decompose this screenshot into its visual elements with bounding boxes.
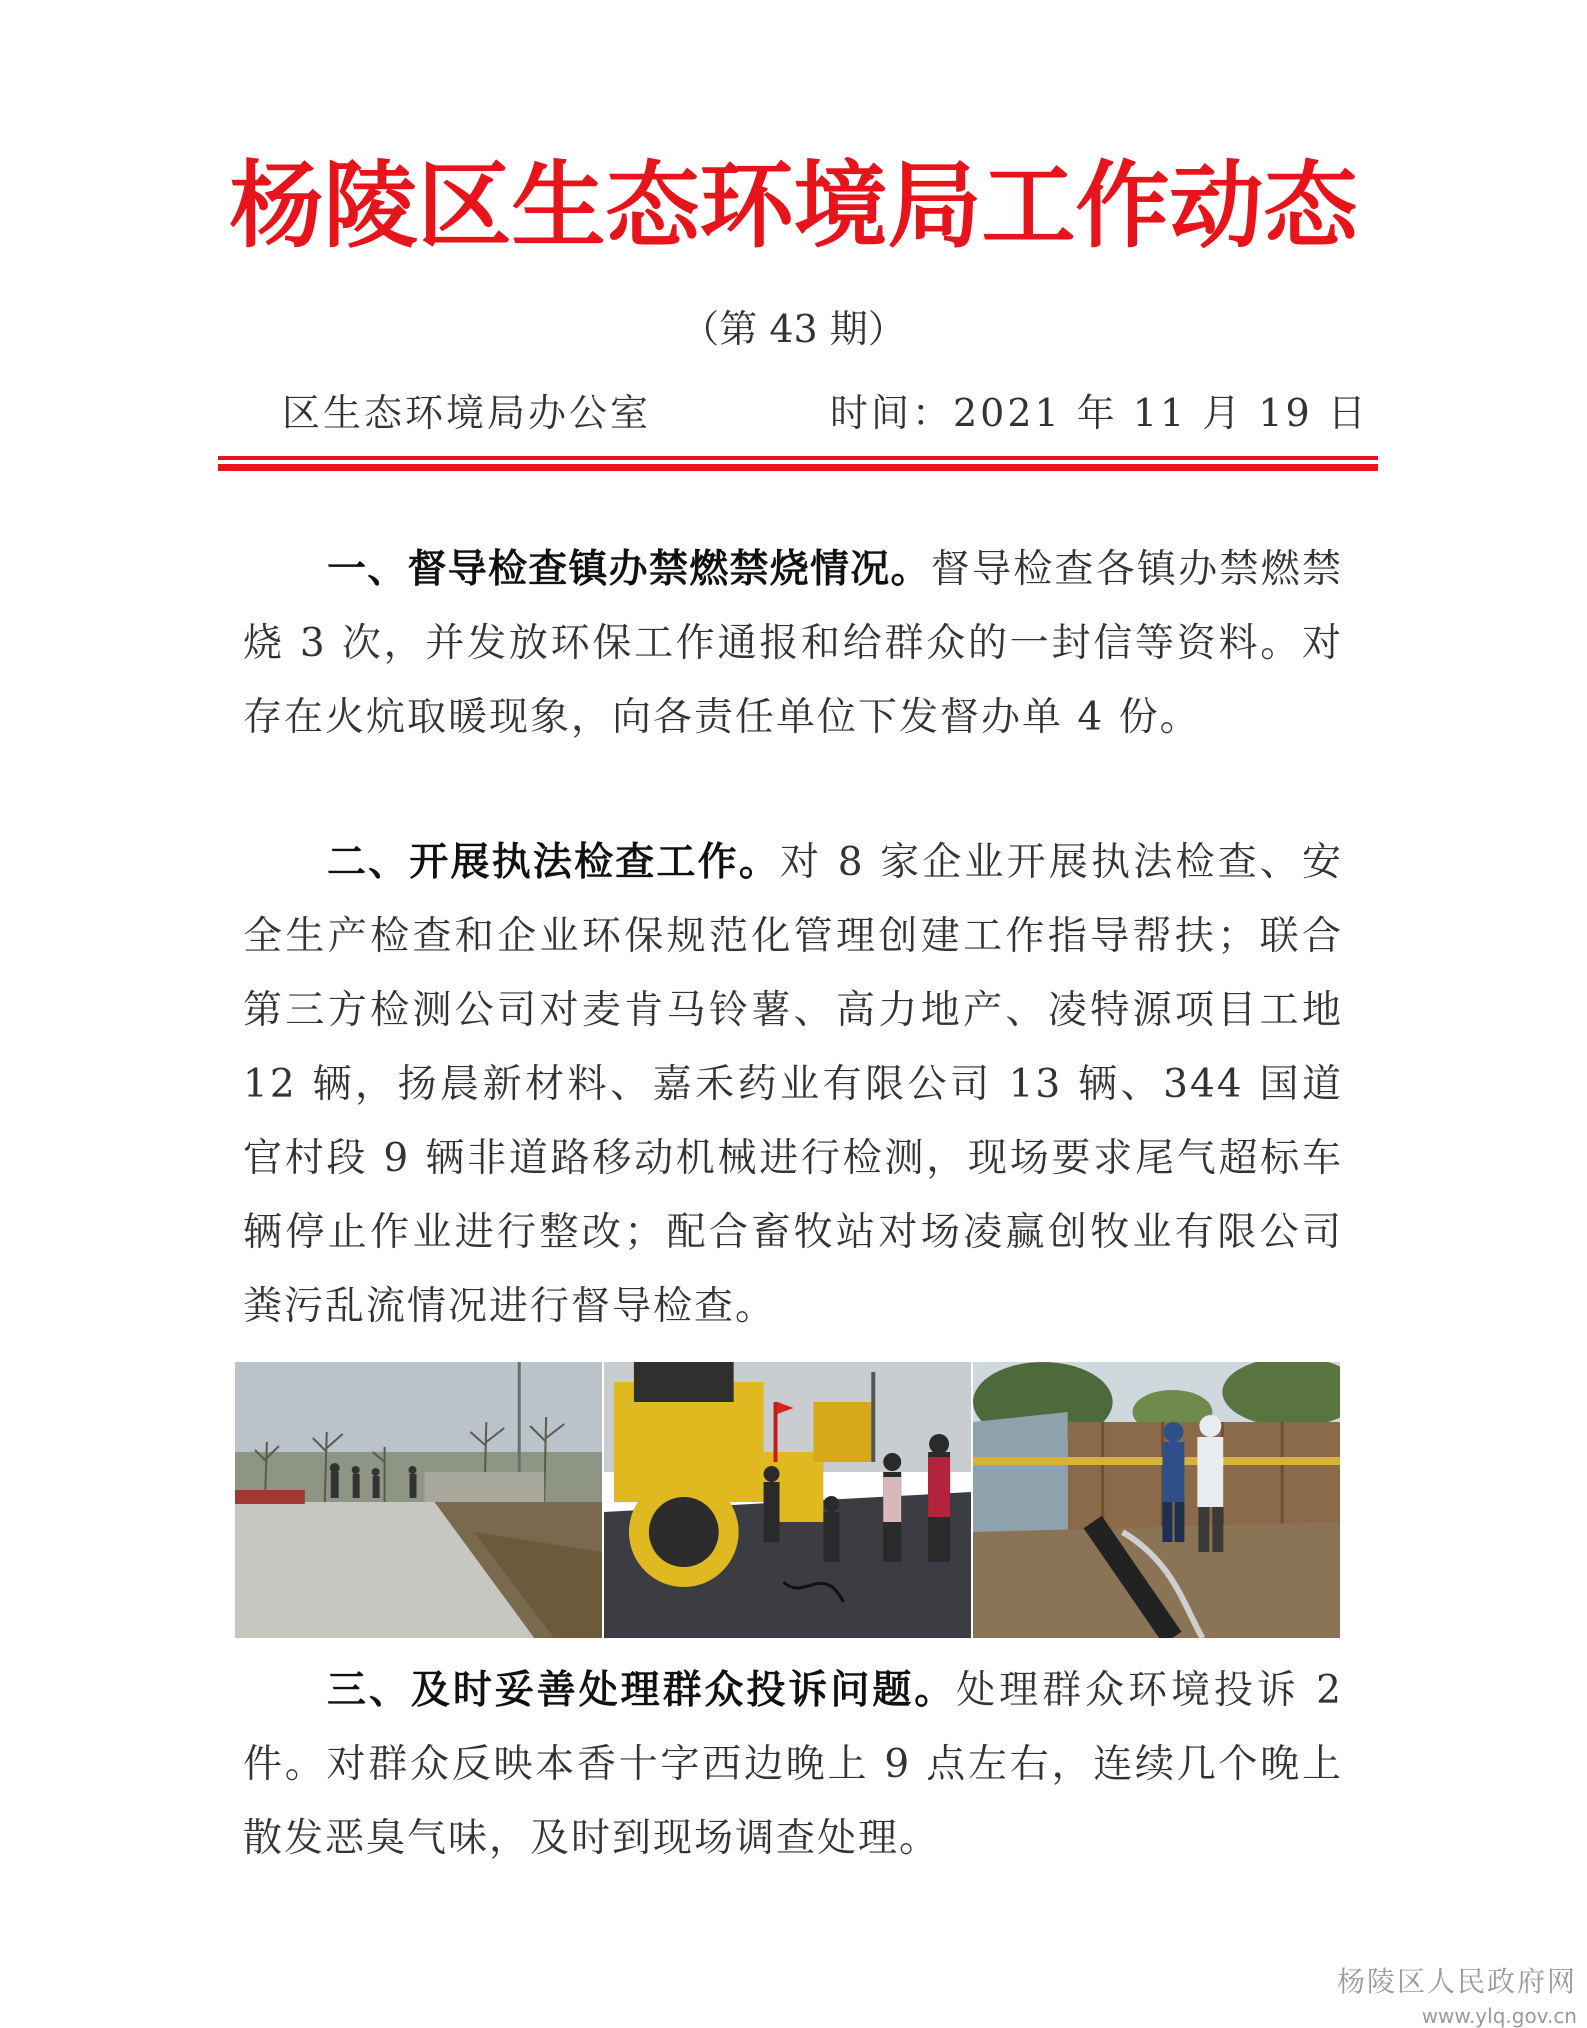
livestock-farm-inspection-photo xyxy=(973,1362,1340,1638)
section-1-body: 督导检查各镇办禁燃禁烧 3 次，并发放环保工作通报和给群众的一封信等资料。对存在火炕取暖现象，向各责任单位下发督办单 4 份。 xyxy=(243,547,1343,740)
photo-strip xyxy=(235,1362,1340,1638)
watermark-name: 杨陵区人民政府网 xyxy=(1336,1965,1577,1998)
watermark-url: www.ylq.gov.cn xyxy=(1421,2004,1577,2028)
header-rule-thick xyxy=(218,464,1378,471)
issue-date: 时间：2021 年 11 月 19 日 xyxy=(830,391,1369,435)
section-1-heading: 一、督导检查镇办禁燃禁烧情况。 xyxy=(327,547,931,592)
header-rule-thin xyxy=(218,456,1378,460)
section-2-body: 对 8 家企业开展执法检查、安全生产检查和企业环保规范化管理创建工作指导帮扶；联合第三方检测公司对麦肯马铃薯、高力地产、凌特源项目工地 12 辆，扬晨新材料、嘉禾药业有限公司 13 辆、344 国道官村段 9 辆非道路移动机械进行检测，现场要求尾气超标车辆停止作业进行整改；配合畜牧站对场凌赢创牧业有限公司粪污乱流情况进行督导检查。 xyxy=(243,840,1343,1329)
issuing-office: 区生态环境局办公室 xyxy=(282,391,652,435)
roadside-inspection-photo xyxy=(235,1362,602,1638)
section-2 xyxy=(243,826,1343,1344)
section-3-heading: 三、及时妥善处理群众投诉问题。 xyxy=(327,1668,957,1713)
section-3 xyxy=(243,1654,1343,1876)
section-1 xyxy=(243,533,1343,755)
section-2-heading: 二、开展执法检查工作。 xyxy=(327,840,781,885)
site-watermark xyxy=(1337,1960,1577,2028)
document-title: 杨陵区生态环境局工作动态 xyxy=(229,151,1358,261)
machinery-testing-photo xyxy=(604,1362,971,1638)
section-3-body: 处理群众环境投诉 2 件。对群众反映本香十字西边晚上 9 点左右，连续几个晚上散发恶臭气味，及时到现场调查处理。 xyxy=(243,1668,1343,1861)
issue-number: （第 43 期） xyxy=(681,307,906,351)
